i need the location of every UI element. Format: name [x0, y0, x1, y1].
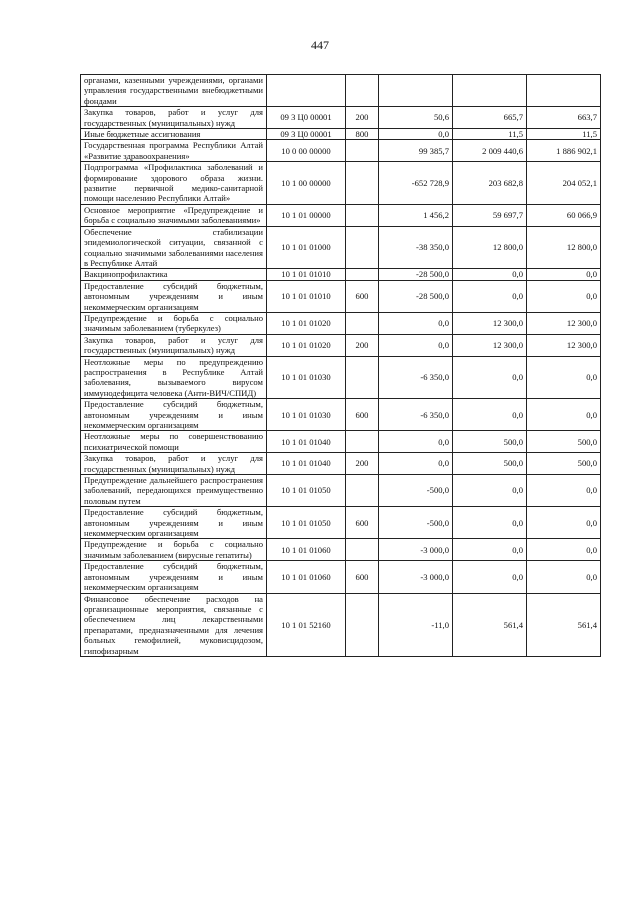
- row-value-1-cell: -38 350,0: [379, 226, 453, 269]
- row-value-2-cell: 665,7: [453, 107, 527, 129]
- row-type-cell: [346, 162, 379, 205]
- row-type-cell: 600: [346, 399, 379, 431]
- table-row: [81, 593, 601, 656]
- row-code-cell: 10 1 01 52160: [267, 593, 346, 656]
- row-value-1-cell: -11,0: [379, 593, 453, 656]
- table-row: [81, 312, 601, 334]
- row-value-2-cell: 0,0: [453, 280, 527, 312]
- row-value-1-cell: 50,6: [379, 107, 453, 129]
- row-code-cell: 10 1 01 01060: [267, 539, 346, 561]
- row-code-cell: 10 0 00 00000: [267, 140, 346, 162]
- row-value-2-cell: 0,0: [453, 561, 527, 593]
- table-row: [81, 204, 601, 226]
- row-type-cell: [346, 431, 379, 453]
- table-row: [81, 140, 601, 162]
- row-value-1-cell: -28 500,0: [379, 280, 453, 312]
- row-value-1-cell: -500,0: [379, 475, 453, 507]
- row-code-cell: 10 1 01 01030: [267, 399, 346, 431]
- row-type-cell: 600: [346, 280, 379, 312]
- row-name-cell: Иные бюджетные ассигнования: [81, 129, 267, 140]
- row-value-3-cell: 204 052,1: [527, 162, 601, 205]
- table-row: [81, 107, 601, 129]
- row-name-cell: Подпрограмма «Профилактика заболеваний и формирование здорового образа жизни. развитие первичной медико-санитарной помощи населению Республики Алтай»: [81, 162, 267, 205]
- row-value-3-cell: 0,0: [527, 356, 601, 399]
- row-type-cell: 800: [346, 129, 379, 140]
- row-code-cell: 10 1 01 01020: [267, 334, 346, 356]
- row-type-cell: [346, 312, 379, 334]
- table-row: [81, 356, 601, 399]
- row-name-cell: Закупка товаров, работ и услуг для государственных (муниципальных) нужд: [81, 453, 267, 475]
- row-value-2-cell: 500,0: [453, 431, 527, 453]
- row-name-cell: Неотложные меры по предупреждению распространения в Республике Алтай заболевания, вызываемого вирусом иммунодефицита человека (Анти-ВИЧ/СПИД): [81, 356, 267, 399]
- row-value-1-cell: 0,0: [379, 334, 453, 356]
- row-type-cell: 200: [346, 334, 379, 356]
- table-row: [81, 334, 601, 356]
- table-row: [81, 226, 601, 269]
- row-value-3-cell: 500,0: [527, 453, 601, 475]
- row-value-2-cell: 561,4: [453, 593, 527, 656]
- row-code-cell: 10 1 01 01050: [267, 475, 346, 507]
- row-type-cell: [346, 356, 379, 399]
- table-row: [81, 507, 601, 539]
- row-name-cell: Предоставление субсидий бюджетным, автономным учреждениям и иным некоммерческим организациям: [81, 280, 267, 312]
- row-name-cell: Предоставление субсидий бюджетным, автономным учреждениям и иным некоммерческим организациям: [81, 507, 267, 539]
- row-code-cell: 10 1 01 01000: [267, 226, 346, 269]
- row-code-cell: 10 1 01 01010: [267, 269, 346, 280]
- row-value-2-cell: 12 800,0: [453, 226, 527, 269]
- row-value-1-cell: 0,0: [379, 312, 453, 334]
- row-value-3-cell: 663,7: [527, 107, 601, 129]
- row-code-cell: 10 1 01 01040: [267, 431, 346, 453]
- table-row: [81, 453, 601, 475]
- row-value-1-cell: 1 456,2: [379, 204, 453, 226]
- row-code-cell: 10 1 01 01030: [267, 356, 346, 399]
- row-type-cell: [346, 140, 379, 162]
- row-type-cell: 600: [346, 507, 379, 539]
- row-value-1-cell: -28 500,0: [379, 269, 453, 280]
- row-value-1-cell: 0,0: [379, 453, 453, 475]
- row-value-3-cell: 0,0: [527, 507, 601, 539]
- row-value-1-cell: -6 350,0: [379, 399, 453, 431]
- row-value-1-cell: 0,0: [379, 431, 453, 453]
- row-value-2-cell: 203 682,8: [453, 162, 527, 205]
- table-row: [81, 129, 601, 140]
- page-number: 447: [311, 38, 329, 52]
- table-row: [81, 75, 601, 107]
- row-code-cell: 10 1 00 00000: [267, 162, 346, 205]
- row-value-2-cell: 11,5: [453, 129, 527, 140]
- row-value-2-cell: 2 009 440,6: [453, 140, 527, 162]
- row-name-cell: Государственная программа Республики Алтай «Развитие здравоохранения»: [81, 140, 267, 162]
- row-name-cell: Неотложные меры по совершенствованию психиатрической помощи: [81, 431, 267, 453]
- row-value-3-cell: 500,0: [527, 431, 601, 453]
- row-value-3-cell: 0,0: [527, 539, 601, 561]
- row-value-3-cell: 0,0: [527, 399, 601, 431]
- row-value-3-cell: 0,0: [527, 561, 601, 593]
- table-row: [81, 475, 601, 507]
- row-value-1-cell: -6 350,0: [379, 356, 453, 399]
- row-value-1-cell: -3 000,0: [379, 539, 453, 561]
- row-value-3-cell: 1 886 902,1: [527, 140, 601, 162]
- row-name-cell: Обеспечение стабилизации эпидемиологической ситуации, связанной с социально значимыми заболеваниями населения в Республике Алтай: [81, 226, 267, 269]
- row-name-cell: Предупреждение и борьба с социально значимым заболеванием (туберкулез): [81, 312, 267, 334]
- row-code-cell: [267, 75, 346, 107]
- row-type-cell: 600: [346, 561, 379, 593]
- row-type-cell: [346, 269, 379, 280]
- row-name-cell: Финансовое обеспечение расходов на организационные мероприятия, связанные с обеспечением лиц лекарственными препаратами, предназначенными для лечения больных гемофилией, муковисцидозом, гипофизарным: [81, 593, 267, 656]
- row-code-cell: 10 1 01 01040: [267, 453, 346, 475]
- row-value-3-cell: 0,0: [527, 269, 601, 280]
- row-value-3-cell: 12 800,0: [527, 226, 601, 269]
- table-row: [81, 162, 601, 205]
- row-type-cell: [346, 475, 379, 507]
- row-value-2-cell: 0,0: [453, 399, 527, 431]
- row-name-cell: Предоставление субсидий бюджетным, автономным учреждениям и иным некоммерческим организациям: [81, 399, 267, 431]
- row-value-3-cell: 60 066,9: [527, 204, 601, 226]
- row-code-cell: 10 1 01 01050: [267, 507, 346, 539]
- row-name-cell: органами, казенными учреждениями, органами управления государственными внебюджетными фондами: [81, 75, 267, 107]
- row-code-cell: 10 1 01 00000: [267, 204, 346, 226]
- row-value-2-cell: 12 300,0: [453, 334, 527, 356]
- row-value-3-cell: 561,4: [527, 593, 601, 656]
- row-value-3-cell: [527, 75, 601, 107]
- table-row: [81, 399, 601, 431]
- row-value-2-cell: 0,0: [453, 269, 527, 280]
- row-code-cell: 09 3 Ц0 00001: [267, 107, 346, 129]
- row-name-cell: Предупреждение дальнейшего распространения заболеваний, передающихся преимущественно половым путем: [81, 475, 267, 507]
- table-row: [81, 561, 601, 593]
- row-name-cell: Предупреждение и борьба с социально значимым заболеванием (вирусные гепатиты): [81, 539, 267, 561]
- row-value-3-cell: 0,0: [527, 280, 601, 312]
- row-name-cell: Закупка товаров, работ и услуг для государственных (муниципальных) нужд: [81, 107, 267, 129]
- row-value-2-cell: 0,0: [453, 356, 527, 399]
- row-value-1-cell: -652 728,9: [379, 162, 453, 205]
- table-row: [81, 269, 601, 280]
- row-value-3-cell: 12 300,0: [527, 312, 601, 334]
- budget-table: [80, 74, 601, 657]
- table-row: [81, 280, 601, 312]
- row-code-cell: 10 1 01 01020: [267, 312, 346, 334]
- row-type-cell: 200: [346, 107, 379, 129]
- row-value-2-cell: [453, 75, 527, 107]
- row-name-cell: Предоставление субсидий бюджетным, автономным учреждениям и иным некоммерческим организациям: [81, 561, 267, 593]
- row-code-cell: 09 3 Ц0 00001: [267, 129, 346, 140]
- row-value-3-cell: 12 300,0: [527, 334, 601, 356]
- row-name-cell: Основное мероприятие «Предупреждение и борьба с социально значимыми заболеваниями»: [81, 204, 267, 226]
- row-type-cell: [346, 75, 379, 107]
- row-name-cell: Вакцинопрофилактика: [81, 269, 267, 280]
- row-value-1-cell: 0,0: [379, 129, 453, 140]
- row-value-2-cell: 59 697,7: [453, 204, 527, 226]
- row-value-1-cell: -500,0: [379, 507, 453, 539]
- row-value-2-cell: 12 300,0: [453, 312, 527, 334]
- row-value-2-cell: 500,0: [453, 453, 527, 475]
- row-type-cell: [346, 593, 379, 656]
- row-name-cell: Закупка товаров, работ и услуг для государственных (муниципальных) нужд: [81, 334, 267, 356]
- table-row: [81, 431, 601, 453]
- table-row: [81, 539, 601, 561]
- row-value-3-cell: 11,5: [527, 129, 601, 140]
- row-code-cell: 10 1 01 01010: [267, 280, 346, 312]
- row-type-cell: [346, 204, 379, 226]
- row-type-cell: [346, 539, 379, 561]
- row-type-cell: 200: [346, 453, 379, 475]
- row-value-3-cell: 0,0: [527, 475, 601, 507]
- row-value-1-cell: 99 385,7: [379, 140, 453, 162]
- row-value-2-cell: 0,0: [453, 475, 527, 507]
- row-code-cell: 10 1 01 01060: [267, 561, 346, 593]
- row-value-1-cell: -3 000,0: [379, 561, 453, 593]
- row-value-2-cell: 0,0: [453, 507, 527, 539]
- row-value-1-cell: [379, 75, 453, 107]
- row-value-2-cell: 0,0: [453, 539, 527, 561]
- row-type-cell: [346, 226, 379, 269]
